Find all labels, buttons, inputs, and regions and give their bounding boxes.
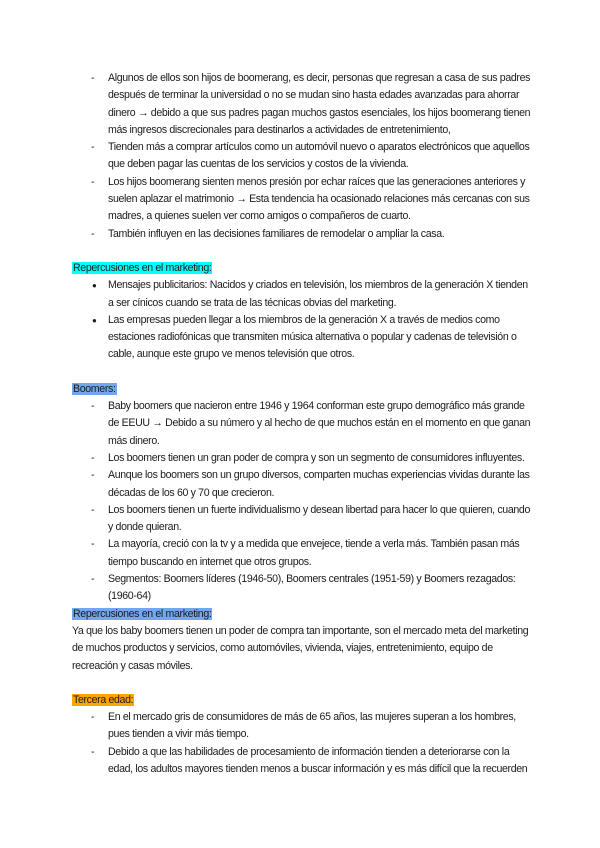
list-item: - Aunque los boomers son un grupo diversos, comparten muchas experiencias vividas durante las décadas de los 60 y 70 que crecieron. [91,469,530,499]
tercera-edad-list [72,709,532,778]
dash-marker: - [91,400,95,413]
dash-marker: - [91,451,95,464]
bullet-dot-icon: ● [92,315,97,325]
list-item: ● Mensajes publicitarios: Nacidos y criados en televisión, los miembros de la generación X tienden a ser cínicos cuando se trata de las técnicas obvias del marketing. [92,279,528,309]
boomers-marketing-paragraph: Ya que los baby boomers tienen un poder de compra tan importante, son el mercado meta del marketing de muchos productos y servicios, como automóviles, vivienda, viajes, entretenimiento, equipo de recreación y casas móviles. [72,624,529,672]
section-heading-boomers-marketing: Repercusiones en el marketing: [73,607,212,620]
list-item: - Tienden más a comprar artículos como un automóvil nuevo o aparatos electrónicos que aquellos que deben pagar las cuentas de los servicios y costos de la vivienda. [91,141,530,171]
list-item: - Los boomers tienen un fuerte individualismo y desean libertad para hacer lo que quieren, cuando y donde quieran. [91,503,530,534]
dash-marker: - [91,711,95,724]
dash-marker: - [91,573,95,586]
document-content [72,70,532,778]
list-item: - La mayoría, creció con la tv y a medida que envejece, tiende a verla más. También pasan más tiempo buscando en internet que otros grupos. [91,538,520,568]
section-heading-boomers: Boomers: [73,382,116,395]
list-item: - Algunos de ellos son hijos de boomerang, es decir, personas que regresan a casa de sus padres después de terminar la universidad o no se mudan sino hasta edades avanzadas para ahorrar dinero → debido a que sus padres pagan muchos gastos esenciales, los hijos boomerang tienen más ingresos discrecionales para destinarlos a actividades de entretenimiento, [91,72,531,136]
dash-marker: - [91,227,95,240]
dash-marker: - [91,141,95,154]
list-item: - En el mercado gris de consumidores de más de 65 años, las mujeres superan a los hombres, pues tienden a vivir más tiempo. [91,711,516,741]
list-item: - Debido a que las habilidades de procesamiento de información tienden a deteriorarse con la edad, los adultos mayores tienden menos a buscar información y es más difícil que la recuerden [91,745,528,775]
section-heading-tercera-edad: Tercera edad: [73,693,134,706]
dash-marker: - [91,503,95,516]
list-item: - Los hijos boomerang sienten menos presión por echar raíces que las generaciones anteriores y suelen aplazar el matrimonio → Esta tendencia ha ocasionado relaciones más cercanas con sus madres, a quienes suelen ver como amigos o compañeros de cuarto. [91,175,530,223]
list-item: - Los boomers tienen un gran poder de compra y son un segmento de consumidores influyentes. [72,450,532,467]
section-heading-genx-marketing: Repercusiones en el marketing: [73,261,212,274]
intro-list [72,70,532,243]
list-item: - También influyen en las decisiones familiares de remodelar o ampliar la casa. [72,226,532,243]
dash-marker: - [91,745,95,758]
bullet-dot-icon: ● [92,281,97,291]
list-item: - Baby boomers que nacieron entre 1946 y 1964 conforman este grupo demográfico más grande de EEUU → Debido a su número y al hecho de que muchos están en el momento en que ganan más dinero. [91,400,531,447]
dash-marker: - [91,538,95,551]
list-item: - Segmentos: Boomers líderes (1946-50), Boomers centrales (1951-59) y Boomers rezagados: (1960-64) [91,573,516,603]
list-item: ● Las empresas pueden llegar a los miembros de la generación X a través de medios como estaciones radiofónicas que transmiten música alternativa o popular y cadenas de televisión o cable, aunque este grupo ve menos televisión que otros. [92,313,517,361]
dash-marker: - [91,469,95,482]
boomers-list [72,398,532,606]
dash-marker: - [91,175,95,188]
dash-marker: - [91,72,95,84]
genx-marketing-list [72,277,532,363]
